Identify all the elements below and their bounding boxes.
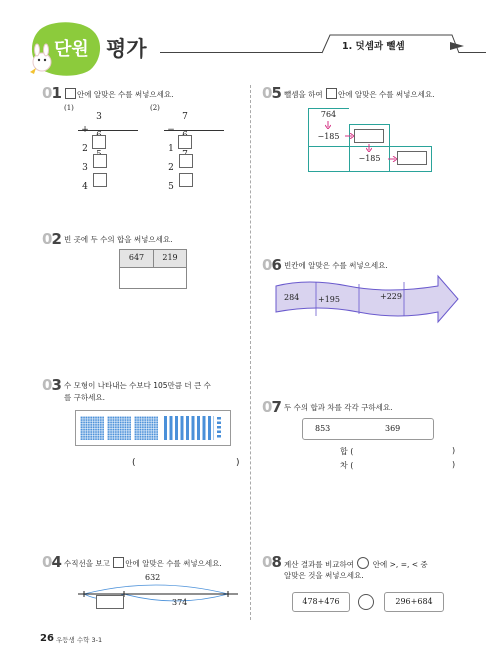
- q5-answer-box-1[interactable]: [354, 129, 384, 143]
- q7-sum-close: ): [452, 446, 456, 455]
- badge-small-label: 단원: [54, 39, 89, 60]
- q1-p1-bottom-row: 234: [82, 144, 88, 192]
- page-number: 26: [40, 633, 54, 644]
- q6-op-2: +229: [380, 292, 402, 301]
- question-4-number: 04: [42, 553, 61, 571]
- q4-top-value: 632: [145, 573, 161, 582]
- q4-bottom-value: 374: [172, 598, 188, 607]
- q1-p2-bottom-row: 125: [168, 144, 174, 192]
- q7-value-a: 853: [315, 424, 331, 433]
- question-7-text: 두 수의 합과 차를 각각 구하세요.: [284, 403, 393, 412]
- q7-sum-label: 합 (: [340, 447, 354, 456]
- one-cubes: [217, 417, 221, 439]
- q7-diff-close: ): [452, 460, 456, 469]
- q1-p1-answer-boxes: [92, 134, 107, 191]
- question-2-text: 빈 곳에 두 수의 합을 써넣으세요.: [64, 235, 173, 244]
- question-5-text: 뺄셈을 하여 안에 알맞은 수를 써넣으세요.: [284, 90, 435, 99]
- q2-value-a: 647: [128, 253, 145, 262]
- question-8-text-line-1: 계산 결과를 비교하여 안에 >, =, < 중: [284, 557, 428, 571]
- q4-answer-box[interactable]: [96, 595, 124, 609]
- q2-answer-cell[interactable]: [120, 268, 186, 288]
- blank-box-icon: [326, 88, 337, 99]
- q1-p1-top-row: 3: [96, 112, 102, 122]
- q8-left-expression: 478+476: [292, 592, 350, 612]
- q5-arrow-down-icon: [325, 121, 331, 129]
- q7-number-card: [302, 418, 434, 440]
- q1-p2-rule: [164, 130, 224, 131]
- blank-circle-icon: [357, 557, 369, 569]
- q3-answer-paren-close: ): [236, 458, 240, 468]
- q5-step-1: −185: [317, 132, 340, 141]
- q7-diff-label: 차 (: [340, 461, 354, 470]
- hundred-flat-block: [80, 416, 104, 440]
- question-4-text: 수직선을 보고 안에 알맞은 수를 써넣으세요.: [64, 559, 222, 568]
- q7-sum-answer[interactable]: [360, 446, 448, 457]
- q6-op-1: +195: [318, 295, 340, 304]
- q3-answer-paren-open: (: [132, 458, 136, 468]
- question-6-number: 06: [262, 256, 281, 274]
- question-3-text-line-1: 수 모형이 나타내는 수보다 105만큼 더 큰 수: [64, 381, 211, 390]
- q5-subtraction-diagram: [308, 108, 432, 172]
- hundred-flat-block: [107, 416, 131, 440]
- hundred-flat-block: [134, 416, 158, 440]
- q8-compare-circle[interactable]: [358, 594, 374, 610]
- question-5-number: 05: [262, 84, 281, 102]
- q2-value-b: 219: [162, 253, 178, 262]
- q3-answer-slot[interactable]: [140, 458, 234, 470]
- question-7-number: 07: [262, 398, 281, 416]
- answer-box[interactable]: [92, 135, 106, 149]
- q5-start-value: 764: [320, 110, 337, 119]
- q6-answer-cell-2[interactable]: [405, 286, 435, 314]
- blank-box-icon: [113, 557, 124, 568]
- q7-diff-answer[interactable]: [360, 460, 448, 471]
- answer-box[interactable]: [179, 154, 193, 168]
- q1-p2-label: (2): [150, 104, 160, 112]
- answer-box[interactable]: [178, 135, 192, 149]
- q6-start-value: 284: [284, 293, 300, 302]
- blank-box-icon: [65, 88, 76, 99]
- q3-blocks-panel: [75, 410, 231, 446]
- badge-large-label: 평가: [106, 37, 147, 61]
- question-8-number: 08: [262, 553, 281, 571]
- question-3-text-line-2: 를 구하세요.: [64, 393, 105, 402]
- answer-box[interactable]: [93, 173, 107, 187]
- question-1-number: 01: [42, 84, 61, 102]
- q7-value-b: 369: [385, 424, 401, 433]
- answer-box[interactable]: [179, 173, 193, 187]
- q1-p2-answer-boxes: [178, 134, 193, 191]
- question-1-text: 안에 알맞은 수를 써넣으세요.: [64, 88, 173, 101]
- q5-arrow-down-icon: [366, 144, 372, 152]
- column-divider: [250, 85, 251, 620]
- book-title: 우등생 수학 3-1: [56, 636, 103, 644]
- q5-step-2: −185: [358, 154, 381, 163]
- chapter-title: 1. 덧셈과 뺄셈: [342, 41, 405, 52]
- q1-p1-rule: [78, 130, 138, 131]
- q1-p1-label: (1): [64, 104, 74, 112]
- question-6-text: 빈칸에 알맞은 수를 써넣으세요.: [284, 261, 388, 270]
- q2-sum-table: [119, 249, 187, 289]
- question-2-number: 02: [42, 230, 61, 248]
- answer-box[interactable]: [93, 154, 107, 168]
- ten-rods: [164, 416, 214, 440]
- q8-right-expression: 296+684: [384, 592, 444, 612]
- q5-arrow-right-icon: [345, 133, 354, 139]
- corner-arrow-icon: [450, 40, 464, 52]
- question-8-text-line-2: 알맞은 것을 써넣으세요.: [284, 571, 364, 580]
- q1-p2-top-row: 7: [182, 112, 188, 122]
- q5-answer-box-2[interactable]: [397, 151, 427, 165]
- q5-arrow-right-icon: [388, 156, 397, 162]
- question-3-number: 03: [42, 376, 61, 394]
- header: [0, 0, 500, 80]
